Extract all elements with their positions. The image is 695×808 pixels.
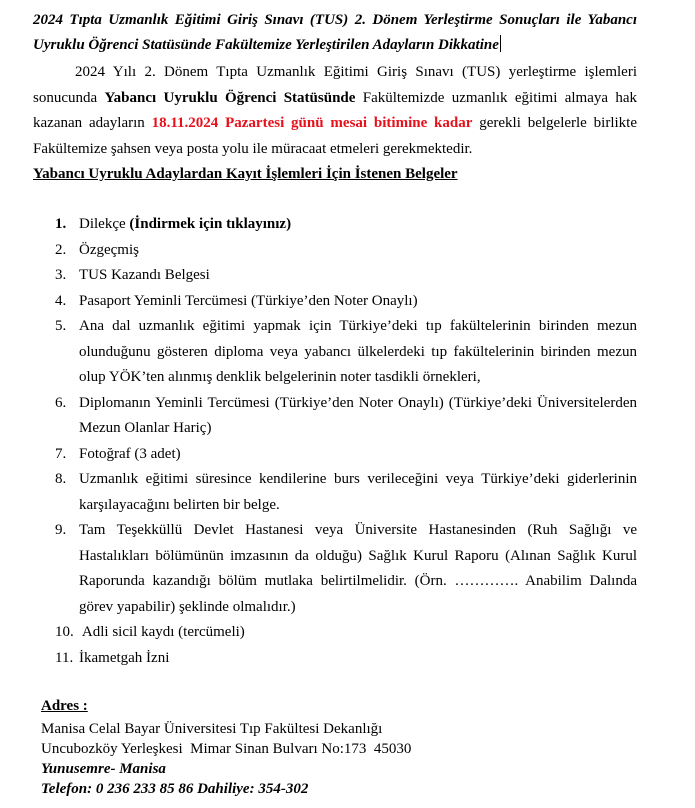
list-number: 4. — [55, 292, 67, 309]
list-item-text: Dilekçe — [79, 216, 130, 232]
list-item-text: Uzmanlık eğitimi süresince kendilerine burs verileceğini veya Türkiye’deki giderlerinin karşılayacağını belirten bir belge. — [79, 471, 637, 513]
list-item — [55, 646, 637, 672]
list-item — [55, 212, 637, 238]
list-item-text: Özgeçmiş — [79, 241, 139, 258]
list-item — [55, 238, 637, 264]
list-item-text: TUS Kazandı Belgesi — [79, 267, 210, 283]
list-number: 6. — [55, 394, 67, 411]
list-item-text: Fotoğraf (3 adet) — [79, 445, 181, 462]
list-item-text: İkametgah İzni — [79, 649, 170, 666]
list-number: 3. — [55, 267, 67, 283]
intro-bold-status: Yabancı Uyruklu Öğrenci Statüsünde — [104, 89, 356, 106]
title-text: 2024 Tıpta Uzmanlık Eğitimi Giriş Sınavı (TUS) 2. Dönem Yerleştirme Sonuçları ile Yabancı Uyruklu Öğrenci Statüsünde Fakültemize Yerleştirilen Adayların Dikkatine — [33, 12, 637, 53]
list-item — [55, 620, 637, 646]
list-item — [55, 314, 637, 391]
list-number: 7. — [55, 445, 67, 462]
required-documents-list — [55, 212, 637, 671]
document-title — [33, 8, 637, 58]
list-item — [55, 263, 637, 289]
list-number: 5. — [55, 318, 67, 334]
text-cursor — [500, 35, 501, 52]
list-item — [55, 442, 637, 468]
download-petition-link[interactable]: (İndirmek için tıklayınız) — [129, 216, 292, 232]
address-phone: Telefon: 0 236 233 85 86 Dahiliye: 354-302 — [41, 781, 309, 797]
list-item — [55, 391, 637, 442]
intro-paragraph — [33, 60, 637, 162]
address-block — [41, 696, 411, 799]
intro-text-3: gerekli belgelerle birlikte Fakültemize şahsen veya posta yolu ile müracaat etmeleri gerekmektedir. — [33, 115, 637, 157]
address-line-2: Uncubozköy Yerleşkesi Mimar Sinan Bulvarı No:173 45030 — [41, 741, 412, 757]
address-city: Yunusemre- Manisa — [41, 761, 166, 777]
list-item-text: Diplomanın Yeminli Tercümesi (Türkiye’den Noter Onaylı) (Türkiye’deki Üniversitelerden Mezun Olanlar Hariç) — [79, 394, 637, 436]
intro-text-1: 2024 Yılı 2. Dönem Tıpta Uzmanlık Eğitimi Giriş Sınavı (TUS) yerleştirme işlemleri sonucunda — [33, 64, 637, 106]
address-label: Adres : — [41, 698, 88, 714]
list-number: 2. — [55, 241, 67, 258]
list-number: 9. — [55, 522, 67, 538]
list-item-text: Adli sicil kaydı (tercümeli) — [79, 624, 245, 640]
list-item — [55, 467, 637, 518]
list-item — [55, 289, 637, 315]
intro-text-2: Fakültemizde uzmanlık eğitimi almaya hak kazanan adayların — [33, 89, 637, 131]
list-number: 10. — [55, 624, 74, 640]
list-item-text: Pasaport Yeminli Tercümesi (Türkiye’den Noter Onaylı) — [79, 292, 418, 309]
section-heading: Yabancı Uyruklu Adaylardan Kayıt İşlemleri İçin İstenen Belgeler — [33, 166, 458, 182]
list-number: 11. — [55, 649, 74, 666]
list-item-text: Ana dal uzmanlık eğitimi yapmak için Türkiye’deki tıp fakültelerinin birinden mezun olunduğunu gösteren diploma veya yabancı ülkelerdeki tıp fakültelerinin birinden mezun olup YÖK’ten alınmış denklik belgelerinin noter tasdikli örnekleri, — [79, 318, 637, 385]
address-line-1: Manisa Celal Bayar Üniversitesi Tıp Fakültesi Dekanlığı — [41, 721, 383, 737]
list-item — [55, 518, 637, 620]
list-number: 8. — [55, 471, 67, 487]
deadline-text: 18.11.2024 Pazartesi günü mesai bitimine kadar — [151, 115, 473, 131]
list-number: 1. — [55, 216, 67, 232]
list-item-text: Tam Teşekküllü Devlet Hastanesi veya Üniversite Hastanesinden (Ruh Sağlığı ve Hastalıkları bölümünün imzasının da olduğu) Sağlık Kurul Raporu (Alınan Sağlık Kurul Raporunda kazandığı bölüm mutlaka belirtilmelidir. (Örn. …………. Anabilim Dalında görev yapabilir) şeklinde olmalıdır.) — [79, 522, 637, 615]
